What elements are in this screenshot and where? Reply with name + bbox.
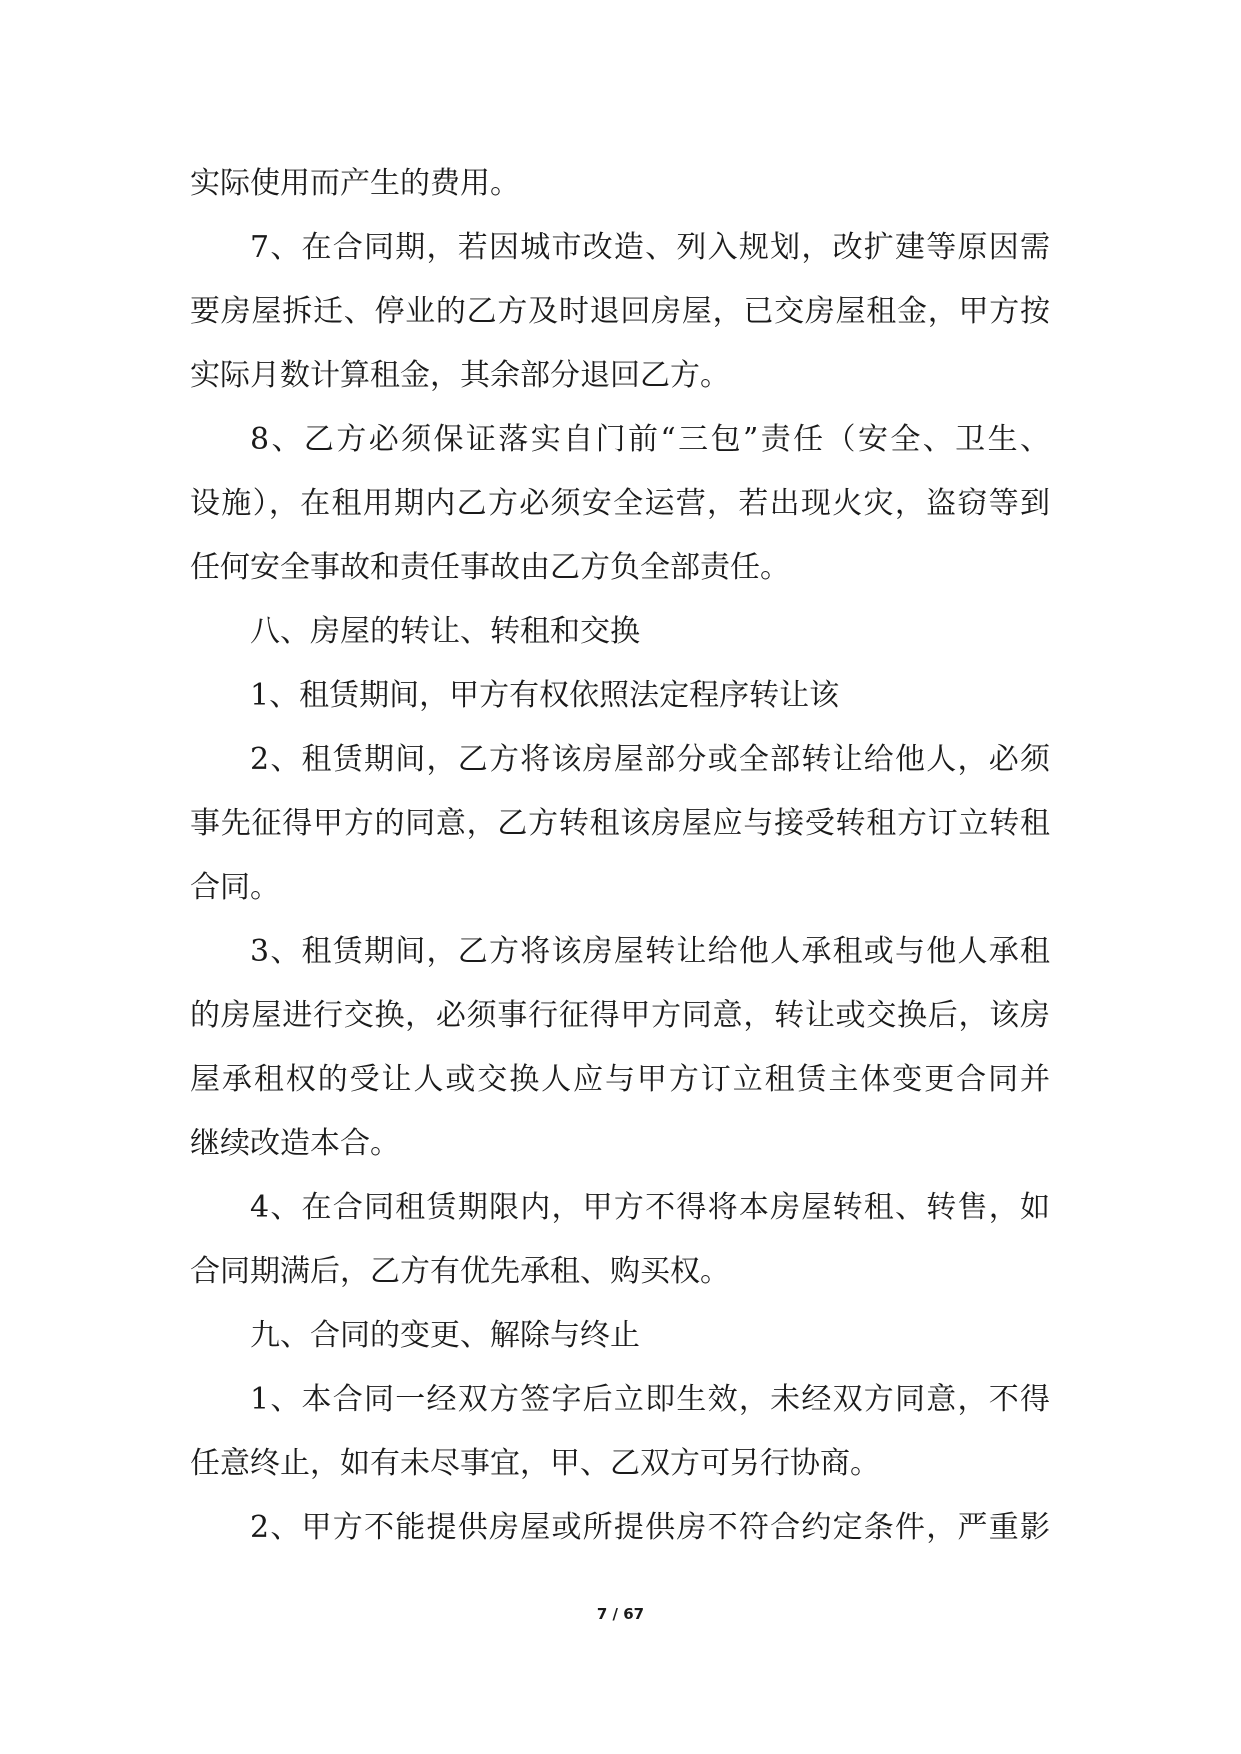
section-heading-8: 八、房屋的转让、转租和交换: [250, 614, 640, 649]
text-line-1: 实际使用而产生的费用。: [190, 166, 520, 201]
text-line-13: 3、租赁期间，乙方将该房屋转让给他人承租或与他人承租: [250, 934, 1050, 969]
text-line-20: 1、本合同一经双方签字后立即生效，未经双方同意，不得: [250, 1382, 1050, 1417]
section-heading-9: 九、合同的变更、解除与终止: [250, 1318, 640, 1353]
text-line-12: 合同。: [190, 870, 280, 905]
text-line-10: 2、租赁期间，乙方将该房屋部分或全部转让给他人，必须: [250, 742, 1050, 777]
text-line-2: 7、在合同期，若因城市改造、列入规划，改扩建等原因需: [250, 230, 1050, 265]
text-line-21: 任意终止，如有未尽事宜，甲、乙双方可另行协商。: [190, 1446, 880, 1481]
text-line-6: 设施），在租用期内乙方必须安全运营，若出现火灾，盗窃等到: [190, 486, 1050, 521]
text-line-9: 1、租赁期间，甲方有权依照法定程序转让该: [250, 678, 840, 713]
text-line-15: 屋承租权的受让人或交换人应与甲方订立租赁主体变更合同并: [190, 1062, 1050, 1097]
document-body: [190, 152, 1050, 1560]
text-line-3: 要房屋拆迁、停业的乙方及时退回房屋，已交房屋租金，甲方按: [190, 294, 1050, 329]
text-line-17: 4、在合同租赁期限内，甲方不得将本房屋转租、转售，如: [250, 1190, 1050, 1225]
text-line-22: 2、甲方不能提供房屋或所提供房不符合约定条件，严重影: [250, 1510, 1050, 1545]
text-line-4: 实际月数计算租金，其余部分退回乙方。: [190, 358, 730, 393]
text-line-7: 任何安全事故和责任事故由乙方负全部责任。: [190, 550, 790, 585]
text-line-18: 合同期满后，乙方有优先承租、购买权。: [190, 1254, 730, 1289]
text-line-16: 继续改造本合。: [190, 1126, 400, 1161]
text-line-14: 的房屋进行交换，必须事行征得甲方同意，转让或交换后，该房: [190, 998, 1050, 1033]
text-line-5: 8、乙方必须保证落实自门前“三包”责任（安全、卫生、: [250, 422, 1050, 457]
page-number: 7 / 67: [596, 1605, 645, 1623]
text-line-11: 事先征得甲方的同意，乙方转租该房屋应与接受转租方订立转租: [190, 806, 1050, 841]
